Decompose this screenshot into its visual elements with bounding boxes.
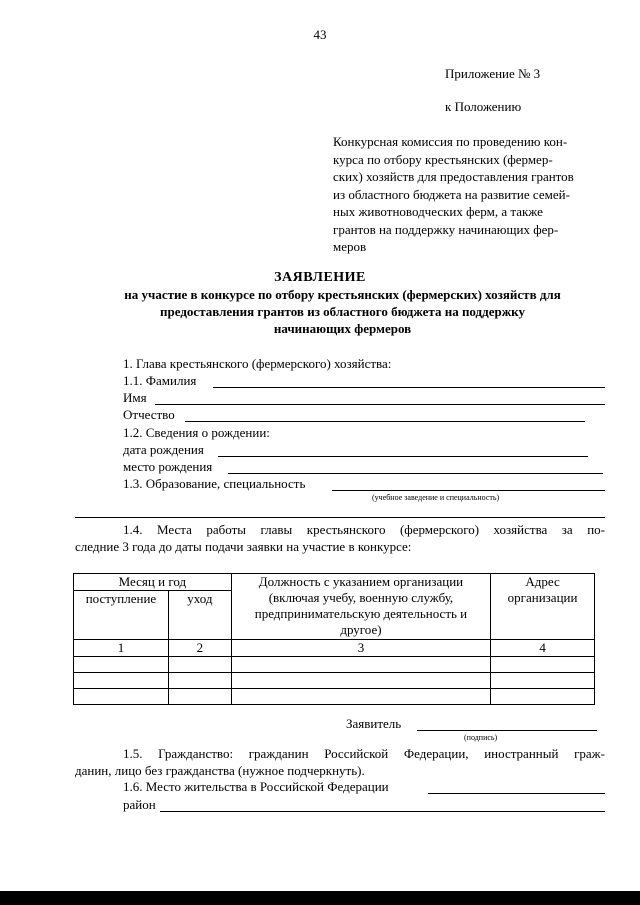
addressee-line: Конкурсная комиссия по проведению кон- [333, 134, 568, 149]
signature-field[interactable] [417, 730, 597, 731]
residence-label: 1.6. Место жительства в Российской Федерации [123, 779, 389, 794]
work-places-paragraph-line1: 1.4. Места работы главы крестьянского (фермерского) хозяйства за по- [123, 522, 605, 537]
addressee-line: курса по отбору крестьянских (фермер- [333, 151, 553, 167]
district-label: район [123, 797, 156, 812]
column-number: 3 [231, 640, 490, 657]
exit-header: уход [168, 591, 231, 640]
name-label: Имя [123, 390, 147, 405]
education-label: 1.3. Образование, специальность [123, 476, 306, 491]
position-header: Должность с указанием организации (включая учебу, военную службу, предпринимательскую деятельность и другое) [231, 574, 490, 640]
scan-edge-bar [0, 891, 640, 905]
patronymic-label: Отчество [123, 407, 175, 422]
table-cell[interactable] [491, 689, 595, 705]
signature-caption: (подпись) [464, 733, 498, 742]
addressee-line: грантов на поддержку начинающих фер- [333, 221, 559, 237]
appendix-number: Приложение № 3 [445, 66, 541, 81]
column-number: 2 [168, 640, 231, 657]
birth-place-label: место рождения [123, 459, 213, 474]
table-cell[interactable] [231, 689, 490, 705]
surname-label: 1.1. Фамилия [123, 373, 197, 388]
citizenship-line1: 1.5. Гражданство: гражданин Российской Федерации, иностранный граж- [123, 746, 605, 761]
table-cell[interactable] [231, 673, 490, 689]
patronymic-field[interactable] [185, 421, 585, 422]
education-caption: (учебное заведение и специальность) [372, 493, 500, 502]
table-number-row [74, 640, 595, 657]
table-header-row [74, 574, 595, 591]
table-cell[interactable] [491, 673, 595, 689]
address-header: Адрес организации [491, 574, 595, 640]
table-cell[interactable] [491, 657, 595, 673]
table-cell[interactable] [231, 657, 490, 673]
citizenship-line2: данин, лицо без гражданства (нужное подчеркнуть). [75, 763, 365, 778]
table-row [74, 689, 595, 705]
addressee-line: ных животноводческих ферм, а также [333, 204, 543, 219]
appendix-reference: к Положению [445, 99, 522, 114]
name-field[interactable] [155, 404, 605, 405]
work-history-table [73, 573, 595, 705]
birth-date-field[interactable] [218, 456, 588, 457]
entry-header: поступление [74, 591, 169, 640]
column-number: 4 [491, 640, 595, 657]
subtitle-line: на участие в конкурсе по отбору крестьянских (фермерских) хозяйств для [124, 287, 561, 302]
table-cell[interactable] [168, 689, 231, 705]
head-of-farm-label: 1. Глава крестьянского (фермерского) хозяйства: [123, 356, 392, 371]
residence-field[interactable] [428, 793, 605, 794]
addressee-block [333, 133, 613, 256]
month-year-header: Месяц и год [74, 574, 232, 591]
addressee-line: из областного бюджета на развитие семей- [333, 186, 570, 202]
subtitle-line: начинающих фермеров [273, 321, 412, 336]
table-row [74, 657, 595, 673]
education-field[interactable] [332, 490, 605, 491]
page-number: 43 [313, 27, 327, 42]
subtitle-line: предоставления грантов из областного бюджета на поддержку [160, 304, 525, 319]
table-cell[interactable] [168, 657, 231, 673]
document-title: ЗАЯВЛЕНИЕ [274, 270, 366, 285]
addressee-line: ских) хозяйств для предоставления грантов [333, 169, 574, 184]
table-row [74, 673, 595, 689]
column-number: 1 [74, 640, 169, 657]
birth-date-label: дата рождения [123, 442, 204, 457]
surname-field[interactable] [213, 387, 605, 388]
applicant-label: Заявитель [346, 716, 402, 731]
document-subtitle [90, 286, 595, 337]
work-places-paragraph-line2: следние 3 года до даты подачи заявки на участие в конкурсе: [75, 539, 412, 554]
table-cell[interactable] [74, 689, 169, 705]
table-cell[interactable] [74, 673, 169, 689]
table-cell[interactable] [74, 657, 169, 673]
table-cell[interactable] [168, 673, 231, 689]
addressee-line: меров [333, 239, 367, 254]
education-field-continued[interactable] [75, 517, 605, 518]
birth-place-field[interactable] [228, 473, 603, 474]
district-field[interactable] [160, 811, 605, 812]
birth-info-label: 1.2. Сведения о рождении: [123, 425, 270, 440]
